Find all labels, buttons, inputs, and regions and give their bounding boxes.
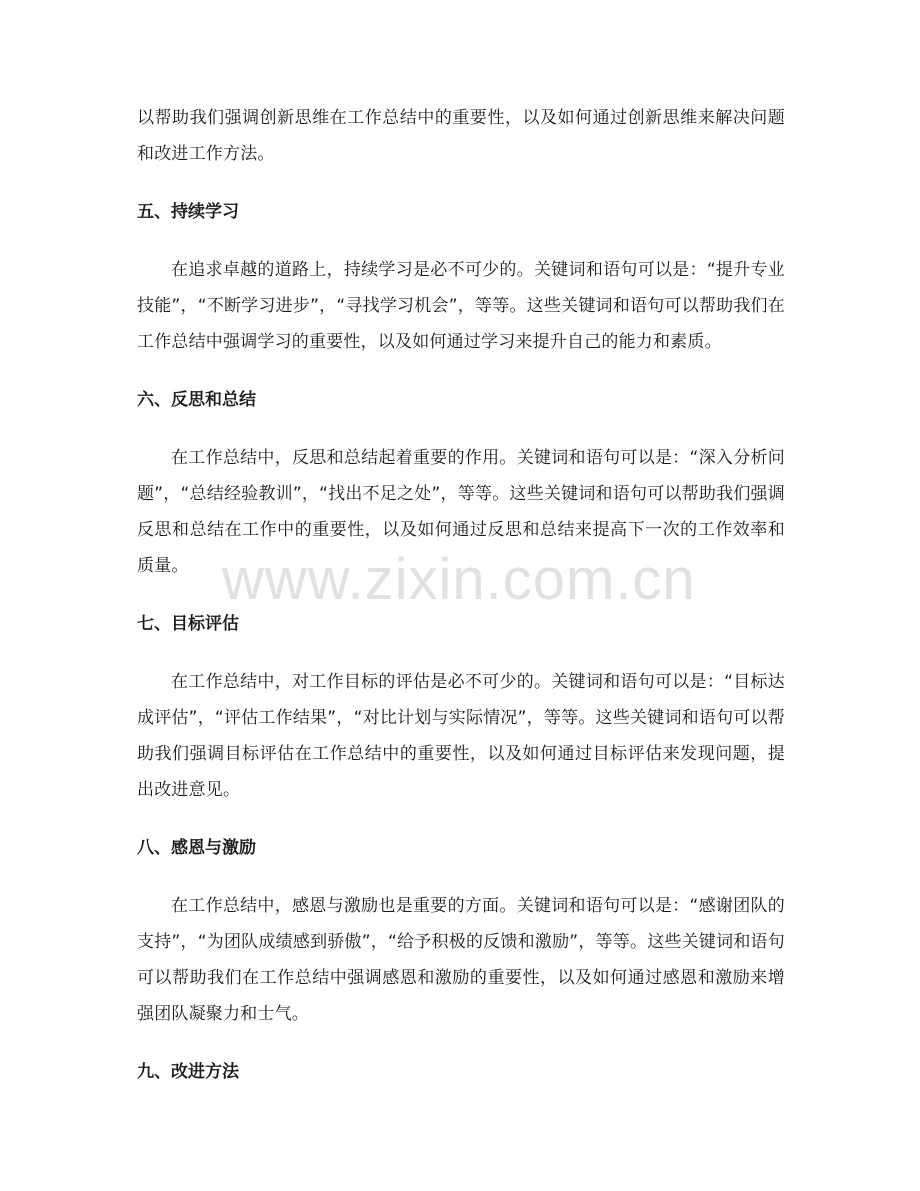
section-heading-7: 七、目标评估 (137, 614, 239, 634)
section-body-7: 在工作总结中，对工作目标的评估是必不可少的。关键词和语句可以是：“目标达成评估”，“评估工作结果”，“对比计划与实际情况”，等等。这些关键词和语句可以帮助我们强调目标评估在工作总结中的重要性，以及如何通过目标评估来发现问题，提出改进意见。 (137, 672, 785, 800)
section-heading-8: 八、感恩与激励 (137, 838, 256, 858)
section-heading-6: 六、反思和总结 (137, 390, 256, 410)
section-heading-9: 九、改进方法 (137, 1062, 239, 1082)
section-body-8: 在工作总结中，感恩与激励也是重要的方面。关键词和语句可以是：“感谢团队的支持”，“为团队成绩感到骄傲”，“给予积极的反馈和激励”，等等。这些关键词和语句可以帮助我们在工作总结中强调感恩和激励的重要性，以及如何通过感恩和激励来增强团队凝聚力和士气。 (137, 896, 785, 1024)
document-content (137, 100, 785, 1090)
section-heading-5: 五、持续学习 (137, 202, 239, 222)
section-body-6: 在工作总结中，反思和总结起着重要的作用。关键词和语句可以是：“深入分析问题”，“总结经验教训”，“找出不足之处”，等等。这些关键词和语句可以帮助我们强调反思和总结在工作中的重要性，以及如何通过反思和总结来提高下一次的工作效率和质量。 (137, 448, 785, 576)
watermark-text: www.zixin.com.cn (222, 547, 696, 612)
intro-paragraph: 以帮助我们强调创新思维在工作总结中的重要性，以及如何通过创新思维来解决问题和改进工作方法。 (137, 108, 785, 164)
section-body-5: 在追求卓越的道路上，持续学习是必不可少的。关键词和语句可以是：“提升专业技能”，“不断学习进步”，“寻找学习机会”，等等。这些关键词和语句可以帮助我们在工作总结中强调学习的重要性，以及如何通过学习来提升自己的能力和素质。 (137, 260, 785, 352)
